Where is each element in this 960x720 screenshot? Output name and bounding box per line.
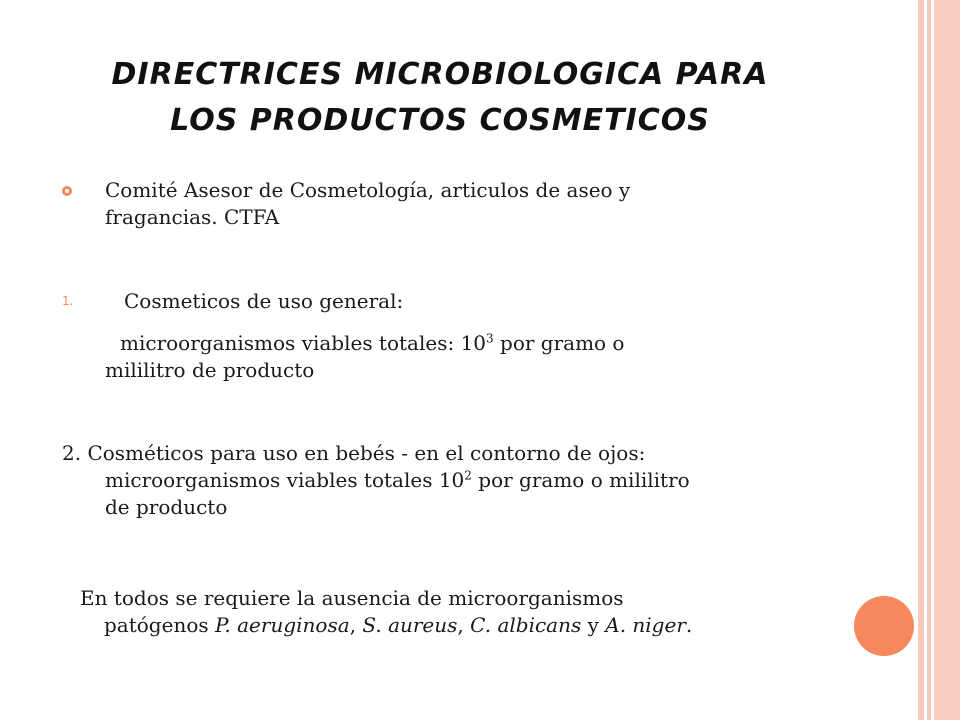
decorative-stripe — [918, 0, 924, 720]
exponent: 2 — [464, 468, 472, 483]
bullet-icon — [62, 186, 72, 196]
item2-line-1: 2. Cosméticos para uso en bebés - en el contorno de ojos: — [62, 441, 646, 465]
decorative-stripe — [934, 0, 960, 720]
bullet-line-1: Comité Asesor de Cosmetología, articulos de aseo y — [105, 178, 631, 202]
bullet-line-2: fragancias. CTFA — [105, 205, 280, 229]
item1-line-1: microorganismos viables totales: 10 — [120, 331, 487, 355]
separator: , — [349, 613, 363, 637]
item1-line-1-end: por gramo o — [493, 331, 625, 355]
list-number: 1. — [62, 294, 74, 308]
item2-text — [62, 440, 822, 521]
item2-line-2: microorganismos viables totales 10 — [105, 468, 465, 492]
exponent: 3 — [486, 331, 494, 346]
species-name: A. niger — [605, 613, 686, 637]
closing-line-1: En todos se requiere la ausencia de microorganismos — [80, 586, 624, 610]
species-name: S. aureus — [362, 613, 458, 637]
closing-text — [80, 585, 840, 639]
decorative-stripe — [927, 0, 931, 720]
item1-line-2: mililitro de producto — [105, 358, 315, 382]
separator: , — [457, 613, 471, 637]
slide-title — [40, 52, 840, 144]
separator: y — [581, 613, 606, 637]
item2-line-3: de producto — [105, 495, 228, 519]
decorative-circle — [854, 596, 914, 656]
species-name: P. aeruginosa — [215, 613, 350, 637]
period: . — [685, 613, 693, 637]
closing-line-2: patógenos — [104, 613, 215, 637]
bullet-text — [105, 177, 825, 231]
title-line-2: LOS PRODUCTOS COSMETICOS — [170, 103, 710, 138]
species-name: C. albicans — [470, 613, 582, 637]
item2-line-2-end: por gramo o mililitro — [471, 468, 690, 492]
item1-heading: Cosmeticos de uso general: — [124, 289, 404, 313]
item1-body — [105, 330, 825, 384]
title-line-1: DIRECTRICES MICROBIOLOGICA PARA — [111, 57, 769, 92]
